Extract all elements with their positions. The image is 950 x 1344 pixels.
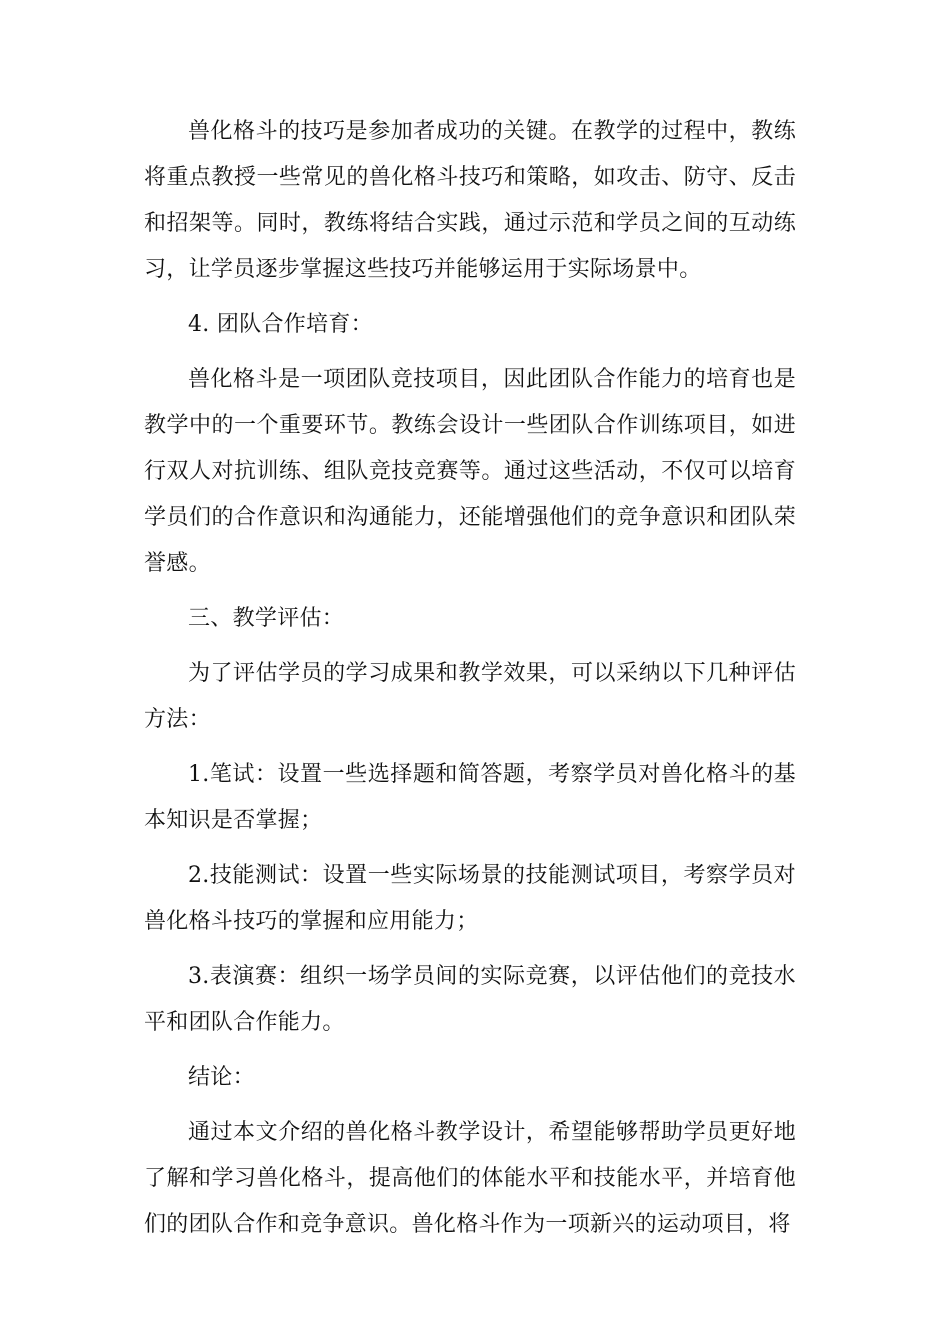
paragraph-teamwork: 兽化格斗是一项团队竞技项目，因此团队合作能力的培育也是教学中的一个重要环节。教练会设计一些团队合作训练项目，如进行双人对抗训练、组队竞技竞赛等。通过这些活动，不仅可以培育学员们的合作意识和沟通能力，还能增强他们的竞争意识和团队荣誉感。: [144, 367, 796, 576]
list-item-written-test: 1.笔试：设置一些选择题和简答题，考察学员对兽化格斗的基本知识是否掌握；: [144, 762, 796, 833]
heading-teamwork: 4. 团队合作培育：: [188, 312, 373, 337]
list-item-exhibition-match: 3.表演赛：组织一场学员间的实际竞赛，以评估他们的竞技水平和团队合作能力。: [144, 964, 796, 1035]
paragraph-evaluation-intro: 为了评估学员的学习成果和教学效果，可以采纳以下几种评估方法：: [144, 661, 796, 732]
heading-evaluation: 三、教学评估：: [188, 606, 345, 631]
paragraph-skills: 兽化格斗的技巧是参加者成功的关键。在教学的过程中，教练将重点教授一些常见的兽化格斗技巧和策略，如攻击、防守、反击和招架等。同时，教练将结合实践，通过示范和学员之间的互动练习，让学员逐步掌握这些技巧并能够运用于实际场景中。: [144, 119, 796, 282]
heading-conclusion: 结论：: [188, 1065, 255, 1090]
list-item-skill-test: 2.技能测试：设置一些实际场景的技能测试项目，考察学员对兽化格斗技巧的掌握和应用能力；: [144, 863, 796, 934]
paragraph-conclusion: 通过本文介绍的兽化格斗教学设计，希望能够帮助学员更好地了解和学习兽化格斗，提高他们的体能水平和技能水平，并培育他们的团队合作和竞争意识。兽化格斗作为一项新兴的运动项目，将: [144, 1120, 796, 1237]
document-body: [144, 109, 796, 1257]
